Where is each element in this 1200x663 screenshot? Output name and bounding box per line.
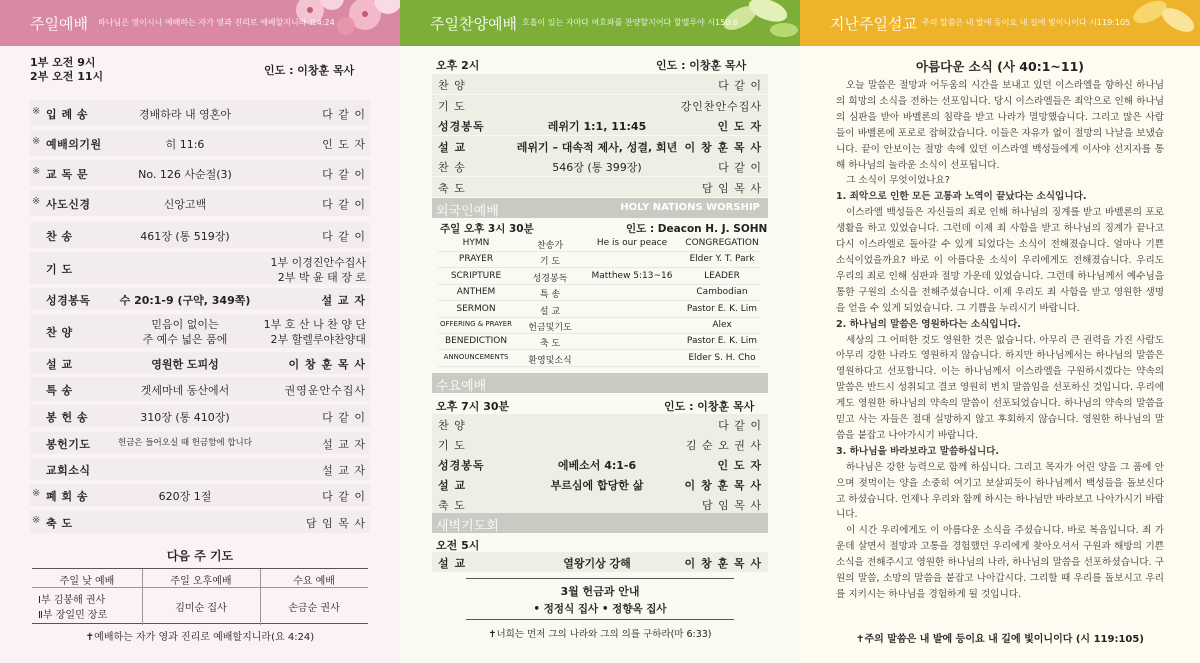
header-verse: 주의 말씀은 내 발에 등이요 내 길에 빛이니이다 시119:105 [922, 18, 1131, 27]
row-person: 2부 박 윤 태 장 로 [277, 271, 366, 284]
row-label: 성경봉독 [438, 459, 485, 472]
row-cell: ANNOUNCEMENTS [443, 352, 509, 361]
row-content: 620장 1절 [158, 490, 212, 503]
wednesday-worship-bar [432, 373, 768, 393]
section-title: 수요예배 [436, 379, 487, 394]
order-row [432, 414, 768, 434]
sermon-paragraph: 오늘 말씀은 절망과 어두움의 시간을 보내고 있던 이스라엘을 향하신 하나님의 희망의 소식을 전하는 선포입니다. 당시 이스라엘들은 죄악으로 인해 하나님의 심판을 받아 바벨론의 침략을 받고 나라가 멸망했습니다. 그리고 많은 사람들이 바벨론에 포로로 잡혀갔습니다. 이들은 자유가 없이 절망의 나날을 보냈습니다. 끝이 안보이는 절망 속에 있던 이스라엘 백성들에게 이사야 선지자를 통해 하나님의 놀라운 소식이 선포됩니다. [836, 80, 1164, 171]
row-cell: 성경봉독 [532, 273, 568, 284]
row-cell: Pastor E. K. Lim [686, 303, 758, 314]
row-label: 설 교 [438, 479, 467, 492]
row-content: 부르심에 합당한 삶 [550, 479, 644, 492]
row-label: 축 도 [438, 181, 466, 195]
row-cell: He is our peace [596, 238, 668, 248]
service-time-1: 1부 오전 9시 [30, 56, 96, 69]
sermon-paragraph: 하나님은 강한 능력으로 함께 하십니다. 그리고 목자가 어린 양을 그 품에 안으며 젖먹이는 양을 소중히 여기고 보살피듯이 하나님께서 백성들을 돌보신다고 하셨습니다. 언제나 우리와 함께 하시는 하나님만 바라보고 나아가시기 바랍니다. [836, 461, 1164, 521]
order-row [30, 100, 370, 126]
table-header: 수요 예배 [293, 576, 335, 587]
foreign-row [438, 302, 760, 318]
sermon-body [836, 78, 1164, 603]
table-cell: Ⅰ부 김봉해 권사 [38, 595, 106, 606]
sunday-worship-header [0, 0, 400, 46]
row-label: 설 교 [438, 557, 467, 570]
pm-service-leader: 인도 : 이창훈 목사 [656, 59, 747, 72]
row-label: 찬 양 [46, 326, 73, 339]
foreign-worship-bar [432, 198, 768, 218]
row-label: 폐 회 송 [46, 490, 89, 503]
row-label: 축 도 [46, 517, 73, 530]
required-mark: ※ [32, 515, 41, 526]
row-person: 다 같 이 [322, 490, 366, 503]
order-row [432, 177, 768, 197]
sermon-question: 그 소식이 무엇이었나요? [846, 175, 950, 187]
row-person: 인 도 자 [717, 120, 762, 133]
row-person: 강인찬안수집사 [680, 99, 762, 113]
foreign-row [438, 252, 760, 268]
row-content: 믿음이 없이는 [151, 318, 219, 331]
order-row [30, 484, 370, 506]
row-cell: 특 송 [539, 290, 561, 301]
last-sermon-header [800, 0, 1200, 46]
wed-service-leader: 인도 : 이창훈 목사 [664, 400, 755, 413]
order-row [432, 434, 768, 454]
order-row [30, 130, 370, 156]
order-row [432, 74, 768, 94]
row-label: 설 교 [438, 140, 467, 154]
row-content: 레위기 – 대속적 제사, 성결, 회년 [516, 140, 678, 154]
row-content: 주 예수 넓은 품에 [142, 333, 228, 346]
row-person: 2부 할렐루야찬양대 [270, 333, 366, 346]
row-label: 예배의기원 [46, 138, 102, 151]
row-person: 이 창 훈 목 사 [684, 140, 762, 154]
row-person: 설 교 자 [321, 294, 366, 307]
row-person: 다 같 이 [322, 198, 366, 211]
order-row [30, 432, 370, 454]
row-content: 수 20:1-9 (구약, 349쪽) [119, 294, 251, 307]
row-person: 담 임 목 사 [702, 181, 762, 195]
required-mark: ※ [32, 136, 41, 147]
row-content: 신앙고백 [163, 198, 207, 211]
order-row [30, 252, 370, 284]
row-label: 찬 양 [438, 79, 466, 92]
row-content: No. 126 사순절(3) [138, 168, 232, 181]
foreign-row [438, 285, 760, 301]
row-person: 인 도 자 [322, 138, 366, 151]
row-content: 열왕기상 강해 [563, 557, 631, 570]
section-subtitle: HOLY NATIONS WORSHIP [620, 202, 760, 213]
row-cell: SERMON [456, 303, 496, 314]
row-cell: 설 교 [539, 306, 561, 317]
table-header: 주일 오후예배 [170, 576, 232, 587]
sermon-point-1: 1. 죄악으로 인한 모든 고통과 노역이 끝났다는 소식입니다. [836, 191, 1087, 203]
sermon-point-3: 3. 하나님을 바라보라고 말씀하십니다. [836, 445, 999, 457]
required-mark: ※ [32, 106, 41, 117]
row-label: 입 례 송 [46, 108, 89, 121]
row-label: 기 도 [46, 263, 73, 276]
row-person: 권영운안수집사 [284, 384, 366, 397]
service-time-2: 2부 오전 11시 [30, 70, 104, 83]
order-row [30, 222, 370, 248]
row-person: 인 도 자 [717, 459, 762, 472]
row-person: 담 임 목 사 [306, 517, 366, 530]
order-row [30, 511, 370, 533]
row-person: 다 같 이 [718, 79, 762, 92]
footer-verse: ✝너희는 먼저 그의 나라와 그의 의를 구하라(마 6:33) [488, 629, 712, 640]
footer-verse: ✝주의 말씀은 내 발에 등이요 내 길에 빛이니이다 (시 119:105) [856, 634, 1144, 645]
order-row [30, 288, 370, 310]
foreign-row [438, 236, 760, 252]
row-cell: Matthew 5:13~16 [591, 270, 673, 281]
row-cell: CONGREGATION [685, 238, 759, 248]
row-cell: Cambodian [696, 287, 748, 298]
foreign-row [438, 334, 760, 350]
order-row [432, 454, 768, 474]
row-content: 461장 (통 519장) [140, 230, 230, 243]
praise-worship-header [400, 0, 800, 46]
next-week-prayer-table [32, 568, 368, 624]
row-cell: 헌금및기도 [528, 323, 572, 333]
row-cell: OFFERING & PRAYER [439, 320, 513, 328]
foreign-service-time: 주일 오후 3시 30분 [440, 223, 534, 235]
row-cell: Pastor E. K. Lim [686, 336, 758, 347]
row-cell: 환영및소식 [528, 355, 572, 366]
sermon-paragraph: 세상의 그 어떠한 것도 영원한 것은 없습니다. 아무리 큰 권력을 가진 사람도 아무리 강한 나라도 영원하지 않습니다. 하지만 하나님께서는 하나님의 말씀은 영원하다고 선포합니다. 이는 하나님께서 이스라엘을 구원하시겠다는 약속의 말씀은 반드시 성취되고 결코 영원히 변치 말씀임을 선포하신 것입니다. 우리에게도 영원한 하나님의 약속의 말씀이 선포되었습니다. 하나님의 약속의 말씀을 믿고 사는 자들은 절대 실망하지 않고 후회하지 않습니다. 영원한 하나님의 말씀을 붙잡고 나아가시기 바랍니다. [836, 334, 1164, 441]
row-person: 1부 호 산 나 찬 양 단 [263, 318, 366, 331]
row-label: 교 독 문 [46, 168, 89, 181]
row-person: 1부 이경진안수집사 [270, 256, 366, 269]
order-row [30, 458, 370, 480]
foreign-row [438, 269, 760, 285]
table-cell: 김미순 집사 [175, 603, 227, 614]
row-cell: Elder Y. T. Park [689, 254, 755, 265]
order-row [432, 95, 768, 115]
order-row [432, 494, 768, 514]
row-label: 특 송 [46, 384, 73, 397]
row-person: 다 같 이 [322, 108, 366, 121]
row-person: 다 같 이 [718, 419, 762, 432]
row-person: 설 교 자 [322, 438, 366, 451]
row-content: 헌금은 들어오실 때 헌금함에 합니다 [118, 438, 252, 448]
row-content: 히 11:6 [165, 138, 205, 151]
row-cell: 축 도 [539, 339, 561, 350]
page-title: 지난주일설교 [830, 15, 917, 33]
row-person: 이 창 훈 목 사 [288, 358, 366, 371]
row-label: 사도신경 [46, 198, 91, 211]
dawn-prayer-bar [432, 513, 768, 533]
table-header: 주일 낮 예배 [59, 576, 115, 587]
row-label: 기 도 [438, 99, 466, 113]
row-label: 설 교 [46, 358, 73, 371]
row-cell: BENEDICTION [444, 336, 508, 347]
row-person: 설 교 자 [322, 464, 366, 477]
page-title: 주일예배 [30, 15, 88, 33]
row-content: 영원한 도피성 [151, 358, 219, 371]
row-person: 김 순 오 권 사 [685, 439, 762, 452]
row-content: 310장 (통 410장) [140, 411, 230, 424]
header-verse: 하나님은 영이시니 예배하는 자가 영과 진리로 예배할지니라 요4:24 [98, 18, 335, 27]
row-label: 찬 송 [438, 161, 466, 174]
foreign-row [438, 351, 760, 367]
footer-verse: ✝예배하는 자가 영과 진리로 예배할지니라(요 4:24) [85, 632, 315, 643]
offering-title: 3월 헌금과 안내 [560, 585, 640, 598]
row-label: 찬 양 [438, 419, 466, 432]
sermon-point-2: 2. 하나님의 말씀은 영원하다는 소식입니다. [836, 318, 1021, 330]
dawn-row [432, 552, 768, 572]
wed-service-time: 오후 7시 30분 [436, 400, 510, 413]
row-cell: Alex [712, 320, 732, 330]
row-person: 이 창 훈 목 사 [684, 479, 762, 492]
table-cell: 손금순 권사 [288, 603, 340, 614]
row-label: 축 도 [438, 499, 466, 512]
header-verse: 호흡이 있는 자마다 여호와를 찬양할지어다 할렐루야 시150:6 [522, 18, 739, 27]
row-person: 다 같 이 [322, 411, 366, 424]
order-row [30, 352, 370, 374]
row-person: 다 같 이 [322, 230, 366, 243]
sermon-paragraph: 이스라엘 백성들은 자신들의 죄로 인해 하나님의 징계를 받고 바벨론의 포로생활을 하고 있었습니다. 그런데 이제 죄 사함을 받고 하나님의 징계가 끝나고 다시 이스라엘로 돌아갈 수 있게 되었다는 소식이 전해졌습니다. 얼마나 기쁜 소식이었을까요? 바로 이 아름다운 소식이 우리에게도 전해졌습니다. 우리도 우리의 죄로 인해 심판과 절망 가운데 있었습니다. 그런데 하나님께서 예수님을 통한 구원의 소식을 전해주셨습니다. 이제 우리도 죄 사함을 받고 영원한 생명을 얻을 수 있게 되었습니다. 그 기쁨을 누리시기 바랍니다. [836, 207, 1164, 314]
required-mark: ※ [32, 196, 41, 207]
order-row [30, 377, 370, 401]
row-label: 봉헌기도 [46, 438, 91, 451]
required-mark: ※ [32, 488, 41, 499]
row-content: 겟세마네 동산에서 [140, 384, 230, 397]
row-label: 기 도 [438, 439, 466, 452]
dawn-service-time: 오전 5시 [436, 539, 480, 552]
next-week-prayer-title: 다음 주 기도 [166, 549, 234, 563]
row-label: 성경봉독 [46, 294, 91, 307]
order-row [432, 156, 768, 176]
foreign-row [438, 318, 760, 334]
row-cell: 기 도 [539, 257, 561, 268]
row-cell: PRAYER [458, 254, 494, 265]
order-row [432, 474, 768, 494]
order-row [30, 160, 370, 186]
row-content: 레위기 1:1, 11:45 [547, 120, 647, 133]
offering-box [466, 578, 734, 620]
order-row [30, 190, 370, 216]
row-label: 찬 송 [46, 230, 73, 243]
sermon-title: 아름다운 소식 (사 40:1~11) [916, 59, 1084, 74]
order-row [30, 405, 370, 427]
row-person: 담 임 목 사 [702, 499, 762, 512]
row-label: 봉 헌 송 [46, 411, 89, 424]
sermon-paragraph: 이 시간 우리에게도 이 아름다운 소식을 주셨습니다. 바로 복음입니다. 죄 가운데 살면서 절망과 고통을 경험했던 우리에게 찾아오셔서 구원과 해방의 기쁜 소식을 전해주시고 영원한 하나님의 나라, 하나님의 말씀을 선포하셨습니다. 구원의 말씀, 소망의 말씀을 붙잡고 나아갑시다. 그리할 때 우리를 돌보시고 우리를 지키시는 하나님을 경험하게 될 것입니다. [836, 525, 1164, 600]
row-cell: LEADER [704, 270, 740, 281]
offering-names: • 정정식 집사 • 정향옥 집사 [533, 603, 667, 615]
section-title: 외국인예배 [436, 204, 499, 219]
row-cell: ANTHEM [456, 287, 496, 298]
pm-service-time: 오후 2시 [436, 59, 480, 72]
row-cell: 찬송가 [536, 241, 564, 251]
row-person: 다 같 이 [718, 161, 762, 174]
order-row [432, 115, 768, 135]
order-row [30, 314, 370, 348]
row-cell: Elder S. H. Cho [688, 352, 756, 363]
row-person: 다 같 이 [322, 168, 366, 181]
service-leader: 인도 : 이창훈 목사 [264, 64, 355, 77]
order-row [432, 136, 768, 156]
required-mark: ※ [32, 166, 41, 177]
row-content: 에베소서 4:1-6 [557, 459, 637, 472]
row-label: 교회소식 [46, 464, 91, 477]
table-cell: Ⅱ부 장일민 장로 [38, 610, 108, 621]
section-title: 새벽기도회 [436, 519, 499, 534]
row-content: 경배하라 내 영혼아 [138, 108, 231, 121]
row-cell: SCRIPTURE [450, 270, 502, 281]
page-title: 주일찬양예배 [430, 15, 517, 33]
row-label: 성경봉독 [438, 120, 485, 133]
row-cell: HYMN [462, 238, 490, 248]
row-content: 546장 (통 399장) [552, 161, 642, 174]
row-person: 이 창 훈 목 사 [684, 557, 762, 570]
foreign-service-leader: 인도 : Deacon H. J. SOHN [626, 223, 768, 235]
